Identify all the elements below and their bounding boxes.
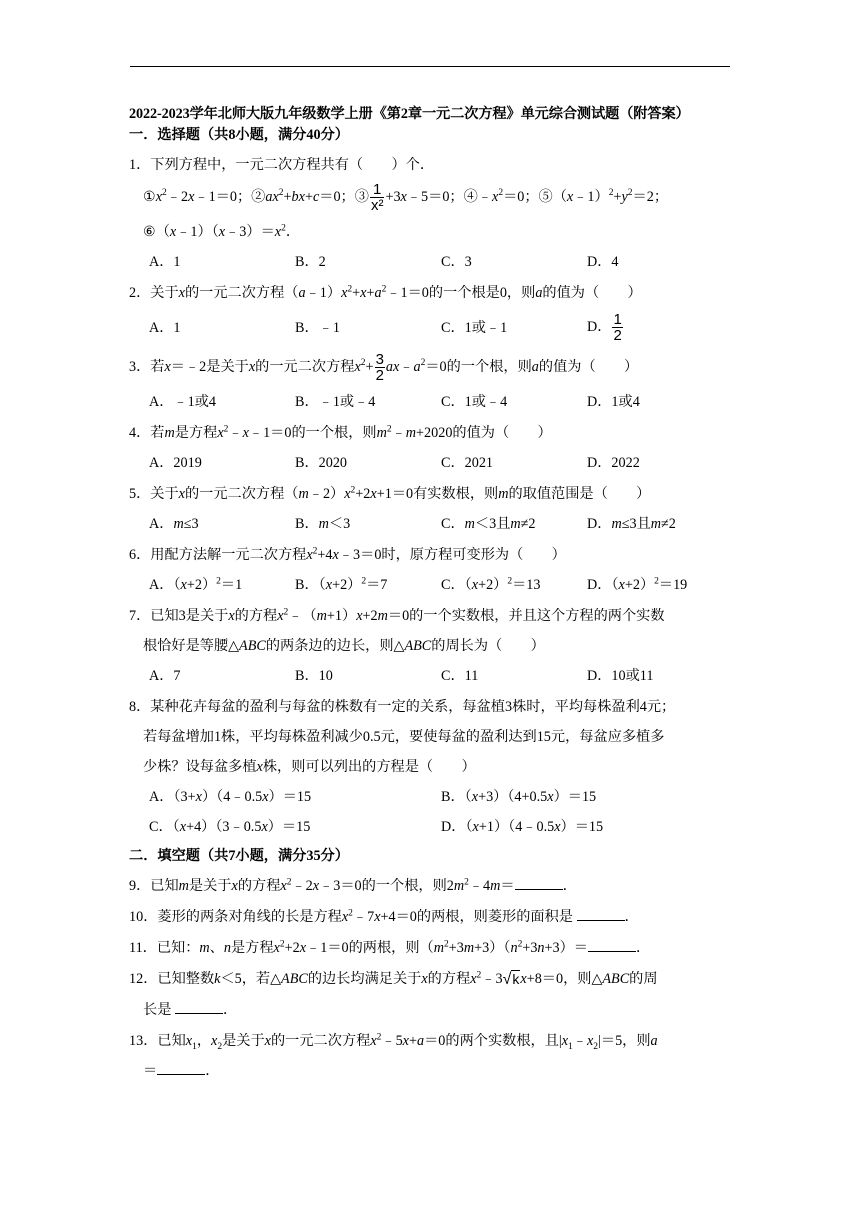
question-4-stem: 4．若m是方程$x^2﹣x﹣1=0$的一个根，则$m^2﹣m+2020$的值为（ ） xyxy=(129,424,552,441)
fraction-numerator: 1 xyxy=(373,181,382,198)
document-title: 2022-2023学年北师大版九年级数学上册《第2章一元二次方程》单元综合测试题（附答案） xyxy=(129,106,690,122)
question-7-stem: 7．已知3是关于x的方程$x^2﹣(m+1)x+2m=0$的一个实数根，并且这个方程的两个实数 xyxy=(129,607,665,624)
option-d: D．2022 xyxy=(587,455,640,471)
option-c: C．1或﹣4 xyxy=(441,394,508,410)
option-a: A．1 xyxy=(149,254,181,270)
question-9-stem: 9．已知m是关于x的方程$x^2﹣2x﹣3=0$的一个根，则$2m^2﹣4m=$ ． xyxy=(129,875,733,897)
option-c: C．（x+4）（3﹣0.5x）＝15 xyxy=(149,819,311,835)
option-c: C．3 xyxy=(441,254,472,270)
option-b: B．2 xyxy=(295,254,326,270)
option-b: B．2020 xyxy=(295,455,348,471)
question-5-stem: 5．关于x的一元二次方程$(m﹣2)x^2+2x+1=0$有实数根，则m的取值范围是（ ） xyxy=(129,485,651,502)
section-heading-choice: 一．选择题（共8小题，满分40分） xyxy=(129,127,349,143)
question-7-stem-cont: 根恰好是等腰△ABC的两条边的边长，则△ABC的周长为（ ） xyxy=(143,638,545,654)
option-d: D．10或11 xyxy=(587,668,654,684)
option-c: C．1或﹣1 xyxy=(441,319,508,336)
option-c: C．11 xyxy=(441,668,479,684)
question-1-stem: 1．下列方程中，一元二次方程共有（ ）个． xyxy=(129,157,435,173)
option-d: D．1或4 xyxy=(587,394,640,410)
option-d: D．m≤3且m≠2 xyxy=(587,516,676,532)
option-a: A．2019 xyxy=(149,455,202,471)
fraction: $\frac{1}{2}$ xyxy=(613,311,622,344)
option-b: B．10 xyxy=(295,668,333,684)
section-heading-fill: 二．填空题（共7小题，满分35分） xyxy=(129,848,349,864)
question-8-stem-cont: 若每盆增加1株，平均每株盈利减少0.5元，要使每盆的盈利达到15元，每盆应多植多 xyxy=(143,729,665,745)
option-d: D．$(x+2)^2=19$ xyxy=(587,576,688,593)
option-b: B．（x+3）（4+0.5x）＝15 xyxy=(441,789,597,805)
question-7-options xyxy=(129,665,733,687)
option-a: A．$(x+2)^2=1$ xyxy=(149,576,243,593)
option-d: D． $\frac{1}{2}$ xyxy=(587,311,622,344)
answer-blank[interactable] xyxy=(577,906,625,921)
header-rule xyxy=(130,66,730,67)
answer-blank[interactable] xyxy=(157,1060,205,1075)
answer-blank[interactable] xyxy=(588,937,636,952)
option-d: D．（x+1）（4﹣0.5x）＝15 xyxy=(441,819,604,835)
option-b: B．m＜3 xyxy=(295,516,351,532)
question-12-stem-cont: 长是 ． xyxy=(129,999,733,1021)
question-8-options-row2 xyxy=(129,816,733,838)
question-13-stem: 13．已知$x_1$，$x_2$是关于x的一元二次方程$x^2﹣5x+a=0$的两个实数根，且$|x_1﹣x_2|=5$，则a xyxy=(129,1032,658,1053)
question-1-equations-cont: $⑥(x﹣1)(x﹣3)=x^2$． xyxy=(143,223,301,240)
option-b: B．﹣1或﹣4 xyxy=(295,394,376,410)
option-a: A．m≤3 xyxy=(149,516,199,532)
question-12-stem: 12．已知整数k＜5，若△ABC的边长均满足关于x的方程$x^2﹣3√kx+8=0$，则△ABC的周 xyxy=(129,968,733,991)
question-11-stem: 11．已知：m、n是方程$x^2+2x﹣1=0$的两根，则$(m^2+3m+3)(n^2+3n+3)=$ ． xyxy=(129,937,733,959)
fraction-denominator: x² xyxy=(370,197,384,214)
option-a: A．（3+x）（4﹣0.5x）＝15 xyxy=(149,789,312,805)
answer-blank[interactable] xyxy=(515,875,563,890)
question-2-stem: 2．关于x的一元二次方程$(a﹣1)x^2+x+a^2﹣1=0$的一个根是0，则a的值为（ ） xyxy=(129,284,642,301)
question-8-options-row1 xyxy=(129,786,733,808)
option-c: C．2021 xyxy=(441,455,494,471)
fraction: $\frac{3}{2}$ xyxy=(375,351,384,384)
option-c: C．m＜3且m≠2 xyxy=(441,516,536,532)
answer-blank[interactable] xyxy=(175,999,223,1014)
question-1-equations: $①x^2﹣2x﹣1=0$；$②ax^2+bx+c=0$；③ $\frac{1}{\text{x²}}$ +3x﹣5＝0；$④﹣x^2=0$；$⑤(x﹣1)^2+y^2=2$； xyxy=(143,181,669,214)
option-c: C．$(x+2)^2=13$ xyxy=(441,576,541,593)
fraction xyxy=(370,182,385,213)
question-8-stem-cont-2: 少株？设每盆多植x株，则可以列出的方程是（ ） xyxy=(143,759,476,775)
document-body xyxy=(129,103,733,1082)
question-4-options xyxy=(129,452,733,474)
question-13-stem-cont: ＝ ． xyxy=(129,1060,733,1082)
option-a: A．1 xyxy=(149,319,181,336)
question-3-options xyxy=(129,391,733,413)
option-d: D．4 xyxy=(587,254,619,270)
question-6-options xyxy=(129,574,733,596)
question-10-stem: 10．菱形的两条对角线的长是方程$x^2﹣7x+4=0$的两根，则菱形的面积是 ． xyxy=(129,906,733,928)
question-1-options xyxy=(129,251,733,273)
question-6-stem: 6．用配方法解一元二次方程$x^2+4x﹣3=0$时，原方程可变形为（ ） xyxy=(129,546,566,563)
option-a: A．7 xyxy=(149,668,181,684)
option-b: B．﹣1 xyxy=(295,319,340,336)
question-5-options xyxy=(129,513,733,535)
question-2-options xyxy=(129,312,733,343)
question-8-stem: 8．某种花卉每盆的盈利与每盆的株数有一定的关系，每盆植3株时，平均每株盈利4元； xyxy=(129,699,676,715)
option-a: A．﹣1或4 xyxy=(149,394,216,410)
option-b: B．$(x+2)^2=7$ xyxy=(295,576,388,593)
square-root: √k xyxy=(502,971,520,989)
question-3-stem: 3．若x＝﹣2是关于x的一元二次方程$x^2+$ $\frac{3}{2}$ $ax﹣a^2=0$的一个根，则a的值为（ ） xyxy=(129,351,639,384)
